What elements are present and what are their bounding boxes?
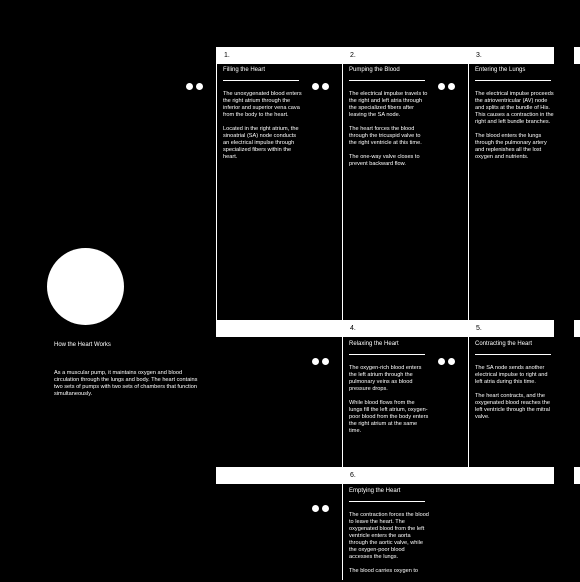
step-2-number: 2.	[350, 52, 356, 59]
step-connector-dots	[312, 505, 329, 512]
step-paragraph: The oxygen-rich blood enters the left atrium through the pulmonary veins as blood pressure drops.	[349, 365, 422, 392]
step-card	[223, 66, 333, 168]
column-divider-2	[342, 47, 343, 580]
step-body	[475, 91, 555, 161]
step-title: Filling the Heart	[223, 66, 299, 81]
step-title: Relaxing the Heart	[349, 340, 425, 355]
step-paragraph: The electrical impulse travels to the right and left atria through the specialized fibers after leaving the SA node.	[349, 91, 428, 118]
step-title: Contracting the Heart	[475, 340, 551, 355]
step-4-number-bar	[216, 320, 554, 337]
intro-title: How the Heart Works	[54, 342, 111, 348]
intro-body: As a muscular pump, it maintains oxygen and blood circulation through the lungs and body. The heart contains two sets of pumps with two sets of chambers that function simultaneously.	[54, 370, 198, 397]
heart-circle	[47, 248, 124, 325]
edge-bar-middle	[574, 320, 580, 337]
step-paragraph: The contraction forces the blood to leave the heart. The oxygenated blood from the left ventricle enters the aorta through the aortic valve, while the oxygen-poor blood accesses the lungs.	[349, 512, 429, 560]
step-body	[349, 91, 429, 168]
step-paragraph: The one-way valve closes to prevent backward flow.	[349, 154, 420, 167]
step-body	[349, 365, 429, 435]
step-6-number: 6.	[350, 472, 356, 479]
step-3-number: 3.	[476, 52, 482, 59]
step-paragraph: The unoxygenated blood enters the right atrium through the inferior and superior vena cava from the body to the heart.	[223, 91, 302, 118]
step-paragraph: The heart contracts, and the oxygenated blood reaches the left ventricle through the mitral valve.	[475, 393, 550, 420]
step-title: Entering the Lungs	[475, 66, 551, 81]
step-paragraph: The heart forces the blood through the tricuspid valve to the right ventricle at this time.	[349, 126, 422, 146]
edge-bar-top	[574, 47, 580, 64]
step-4-number: 4.	[350, 325, 356, 332]
step-connector-dots	[186, 83, 203, 90]
step-paragraph: Located in the right atrium, the sinoatrial (SA) node conducts an electrical impulse through specialized fibers within the heart.	[223, 126, 299, 160]
step-card	[349, 340, 459, 442]
step-1-number: 1.	[224, 52, 230, 59]
step-body	[349, 512, 429, 575]
step-6-number-bar	[216, 467, 554, 484]
step-card	[475, 340, 580, 428]
step-card	[349, 66, 459, 175]
step-paragraph: The SA node sends another electrical impulse to right and left atria during this time.	[475, 365, 548, 385]
step-body	[475, 365, 555, 421]
edge-bar-bottom	[574, 467, 580, 484]
step-title: Pumping the Blood	[349, 66, 425, 81]
step-paragraph: The blood enters the lungs through the pulmonary artery and replenishes all the lost oxygen and nutrients.	[475, 133, 547, 160]
step-connector-dots	[312, 358, 329, 365]
column-divider-3	[468, 47, 469, 467]
step-card	[349, 487, 459, 582]
step-5-number: 5.	[476, 325, 482, 332]
column-divider-1	[216, 47, 217, 320]
step-paragraph: While blood flows from the lungs fill the left atrium, oxygen-poor blood from the body enters the right atrium at the same time.	[349, 400, 429, 434]
step-paragraph: The electrical impulse proceeds the atrioventricular (AV) node and splits at the bundle of His. This causes a contraction in the right and left bundle branches.	[475, 91, 554, 125]
step-title: Emptying the Heart	[349, 487, 425, 502]
step-paragraph: The blood carries oxygen to	[349, 568, 419, 574]
step-1-number-bar	[216, 47, 554, 64]
step-card	[475, 66, 580, 168]
step-body	[223, 91, 303, 161]
